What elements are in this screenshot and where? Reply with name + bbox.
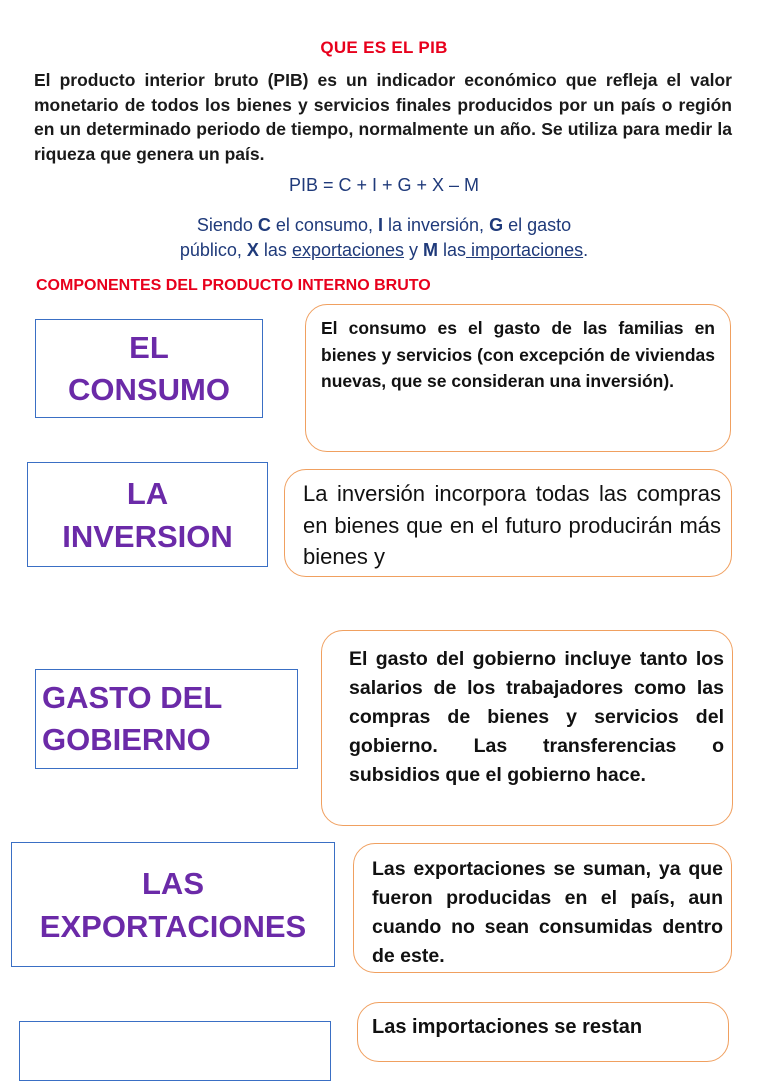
legend-x: X bbox=[246, 240, 259, 260]
legend-text: las bbox=[258, 240, 292, 260]
legend-text: público, bbox=[179, 240, 247, 260]
label-line: LAS bbox=[142, 865, 204, 901]
legend-text: el gasto bbox=[503, 215, 572, 235]
label-line: LA bbox=[126, 475, 169, 511]
legend-text: el consumo, bbox=[270, 215, 378, 235]
legend-text: . bbox=[583, 240, 589, 260]
desc-text: Las importaciones se restan bbox=[372, 1016, 643, 1038]
label-line: GASTO DEL bbox=[42, 680, 223, 715]
label-inversion bbox=[27, 462, 268, 567]
label-line: INVERSION bbox=[62, 518, 233, 554]
desc-text: Las exportaciones se suman, ya que fueron producidas en el país, aun cuando no sean consumidas dentro de este. bbox=[372, 858, 723, 967]
legend-text: Siendo bbox=[196, 215, 258, 235]
desc-inversion bbox=[284, 469, 732, 577]
legend-text: la inversión, bbox=[383, 215, 490, 235]
label-line: CONSUMO bbox=[68, 371, 230, 407]
desc-text: La inversión incorpora todas las compras en bienes que en el futuro producirán más bienes y bbox=[303, 481, 721, 569]
desc-importaciones bbox=[357, 1002, 729, 1062]
formula-legend bbox=[0, 213, 768, 263]
desc-text: El consumo es el gasto de las familias en bienes y servicios (con excepción de viviendas nuevas, que se consideran una inversión). bbox=[321, 318, 715, 391]
pib-formula: PIB = C + I + G + X – M bbox=[288, 175, 480, 195]
intro-paragraph: El producto interior bruto (PIB) es un indicador económico que refleja el valor monetario de todos los bienes y servicios finales producidos por un país o región en un determinado periodo de tiempo, normalmente un año. Se utiliza para medir la riqueza que genera un país. bbox=[34, 70, 732, 164]
label-line: EL bbox=[129, 329, 169, 365]
legend-c: C bbox=[257, 215, 271, 235]
label-consumo bbox=[35, 319, 263, 418]
label-importaciones bbox=[19, 1021, 331, 1081]
label-line: GOBIERNO bbox=[42, 722, 211, 757]
desc-exportaciones bbox=[353, 843, 732, 973]
label-line: EXPORTACIONES bbox=[39, 908, 307, 944]
legend-i: I bbox=[377, 215, 383, 235]
legend-m: M bbox=[423, 240, 439, 260]
label-gasto-gobierno bbox=[35, 669, 298, 769]
desc-text: El gasto del gobierno incluye tanto los salarios de los trabajadores como las compras de bienes y servicios del gobierno. Las transferencias o subsidios que el gobierno hace. bbox=[349, 648, 724, 786]
desc-consumo bbox=[305, 304, 731, 452]
page-title: QUE ES EL PIB bbox=[320, 38, 448, 57]
legend-text: las bbox=[438, 240, 467, 260]
legend-text: y bbox=[404, 240, 424, 260]
exportaciones-link[interactable]: exportaciones bbox=[291, 240, 405, 260]
desc-gasto-gobierno bbox=[321, 630, 733, 826]
importaciones-link[interactable]: importaciones bbox=[466, 240, 584, 260]
label-exportaciones bbox=[11, 842, 335, 967]
section-title: COMPONENTES DEL PRODUCTO INTERNO BRUTO bbox=[36, 277, 431, 294]
legend-g: G bbox=[489, 215, 504, 235]
